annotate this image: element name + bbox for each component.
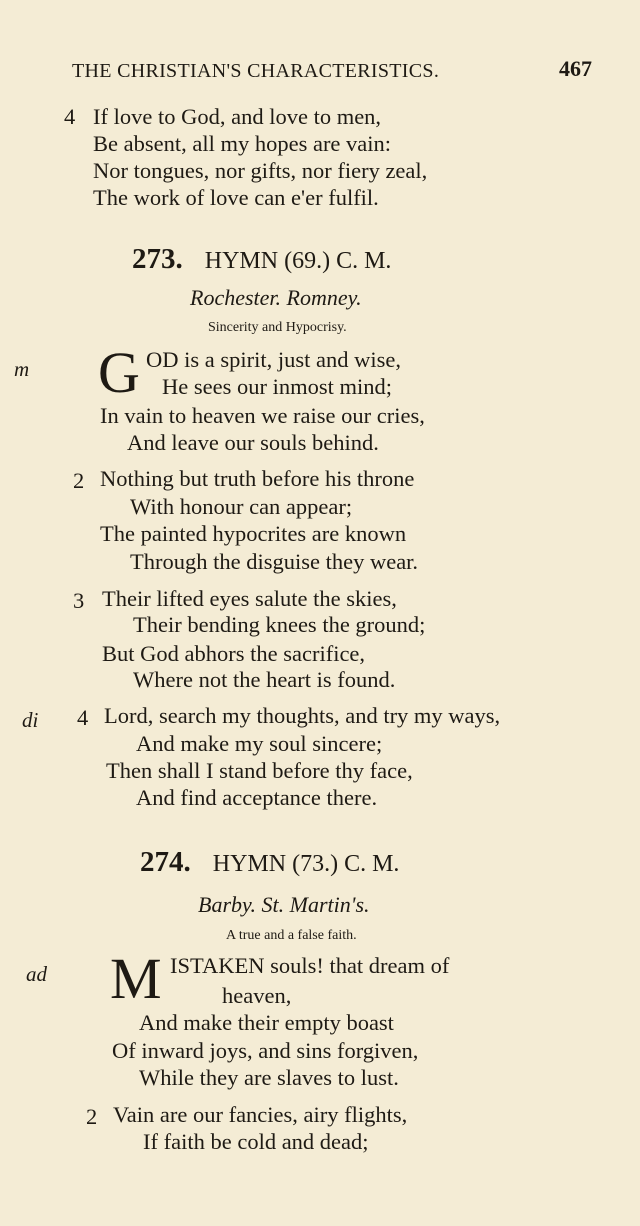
verse-line: And leave our souls behind. [127, 430, 379, 455]
verse-line: Nor tongues, nor gifts, nor fiery zeal, [93, 158, 428, 183]
hymn-title: HYMN (69.) C. M. [204, 248, 392, 274]
verse-number: 2 [86, 1104, 98, 1129]
verse-line: If faith be cold and dead; [143, 1129, 369, 1154]
verse-line: Their bending knees the ground; [133, 612, 426, 637]
verse-line: With honour can appear; [130, 494, 353, 519]
verse-number: 4 [64, 104, 76, 129]
hymn-subject: Sincerity and Hypocrisy. [208, 320, 347, 335]
verse-line: And make their empty boast [139, 1010, 394, 1035]
verse-line: Their lifted eyes salute the skies, [102, 586, 397, 611]
verse-line: Vain are our fancies, airy flights, [113, 1102, 408, 1127]
hymn-number: 274. [140, 846, 191, 878]
hymn-subject: A true and a false faith. [226, 928, 357, 943]
hymn-heading [140, 848, 399, 877]
verse-line: The work of love can e'er fulfil. [93, 185, 379, 210]
verse-line: Nothing but truth before his throne [100, 466, 415, 491]
verse-line: Lord, search my thoughts, and try my ways, [104, 703, 501, 728]
verse-line: ISTAKEN souls! that dream of [170, 953, 450, 978]
verse-line: And find acceptance there. [136, 785, 378, 810]
hymn-heading [132, 245, 391, 274]
margin-note: di [22, 708, 39, 732]
verse-line: And make my soul sincere; [136, 731, 383, 756]
verse-line: Be absent, all my hopes are vain: [93, 131, 392, 156]
verse-number: 3 [73, 588, 85, 613]
running-header [72, 56, 592, 86]
verse-line: He sees our inmost mind; [162, 374, 392, 399]
verse-line: While they are slaves to lust. [139, 1065, 399, 1090]
margin-note: ad [26, 962, 47, 986]
verse-line: In vain to heaven we raise our cries, [100, 403, 425, 428]
verse-number: 2 [73, 468, 85, 493]
margin-note: m [14, 357, 30, 381]
drop-capital: M [110, 946, 162, 1011]
verse-line: Of inward joys, and sins forgiven, [112, 1038, 419, 1063]
verse-line: Then shall I stand before thy face, [106, 758, 413, 783]
verse-line: heaven, [222, 983, 292, 1008]
verse-line: OD is a spirit, just and wise, [146, 347, 401, 372]
running-title: THE CHRISTIAN'S CHARACTERISTICS. [72, 60, 440, 82]
tune-names: Rochester. Romney. [190, 285, 362, 310]
verse-line: Through the disguise they wear. [130, 549, 419, 574]
hymn-title: HYMN (73.) C. M. [212, 851, 400, 877]
verse-line: Where not the heart is found. [133, 667, 396, 692]
verse-line: But God abhors the sacrifice, [102, 641, 366, 666]
verse-line: The painted hypocrites are known [100, 521, 407, 546]
page-number: 467 [559, 56, 592, 81]
verse-line: If love to God, and love to men, [93, 104, 382, 129]
verse-number: 4 [77, 705, 89, 730]
drop-capital: G [98, 340, 140, 405]
hymn-number: 273. [132, 243, 183, 275]
tune-names: Barby. St. Martin's. [198, 892, 370, 917]
